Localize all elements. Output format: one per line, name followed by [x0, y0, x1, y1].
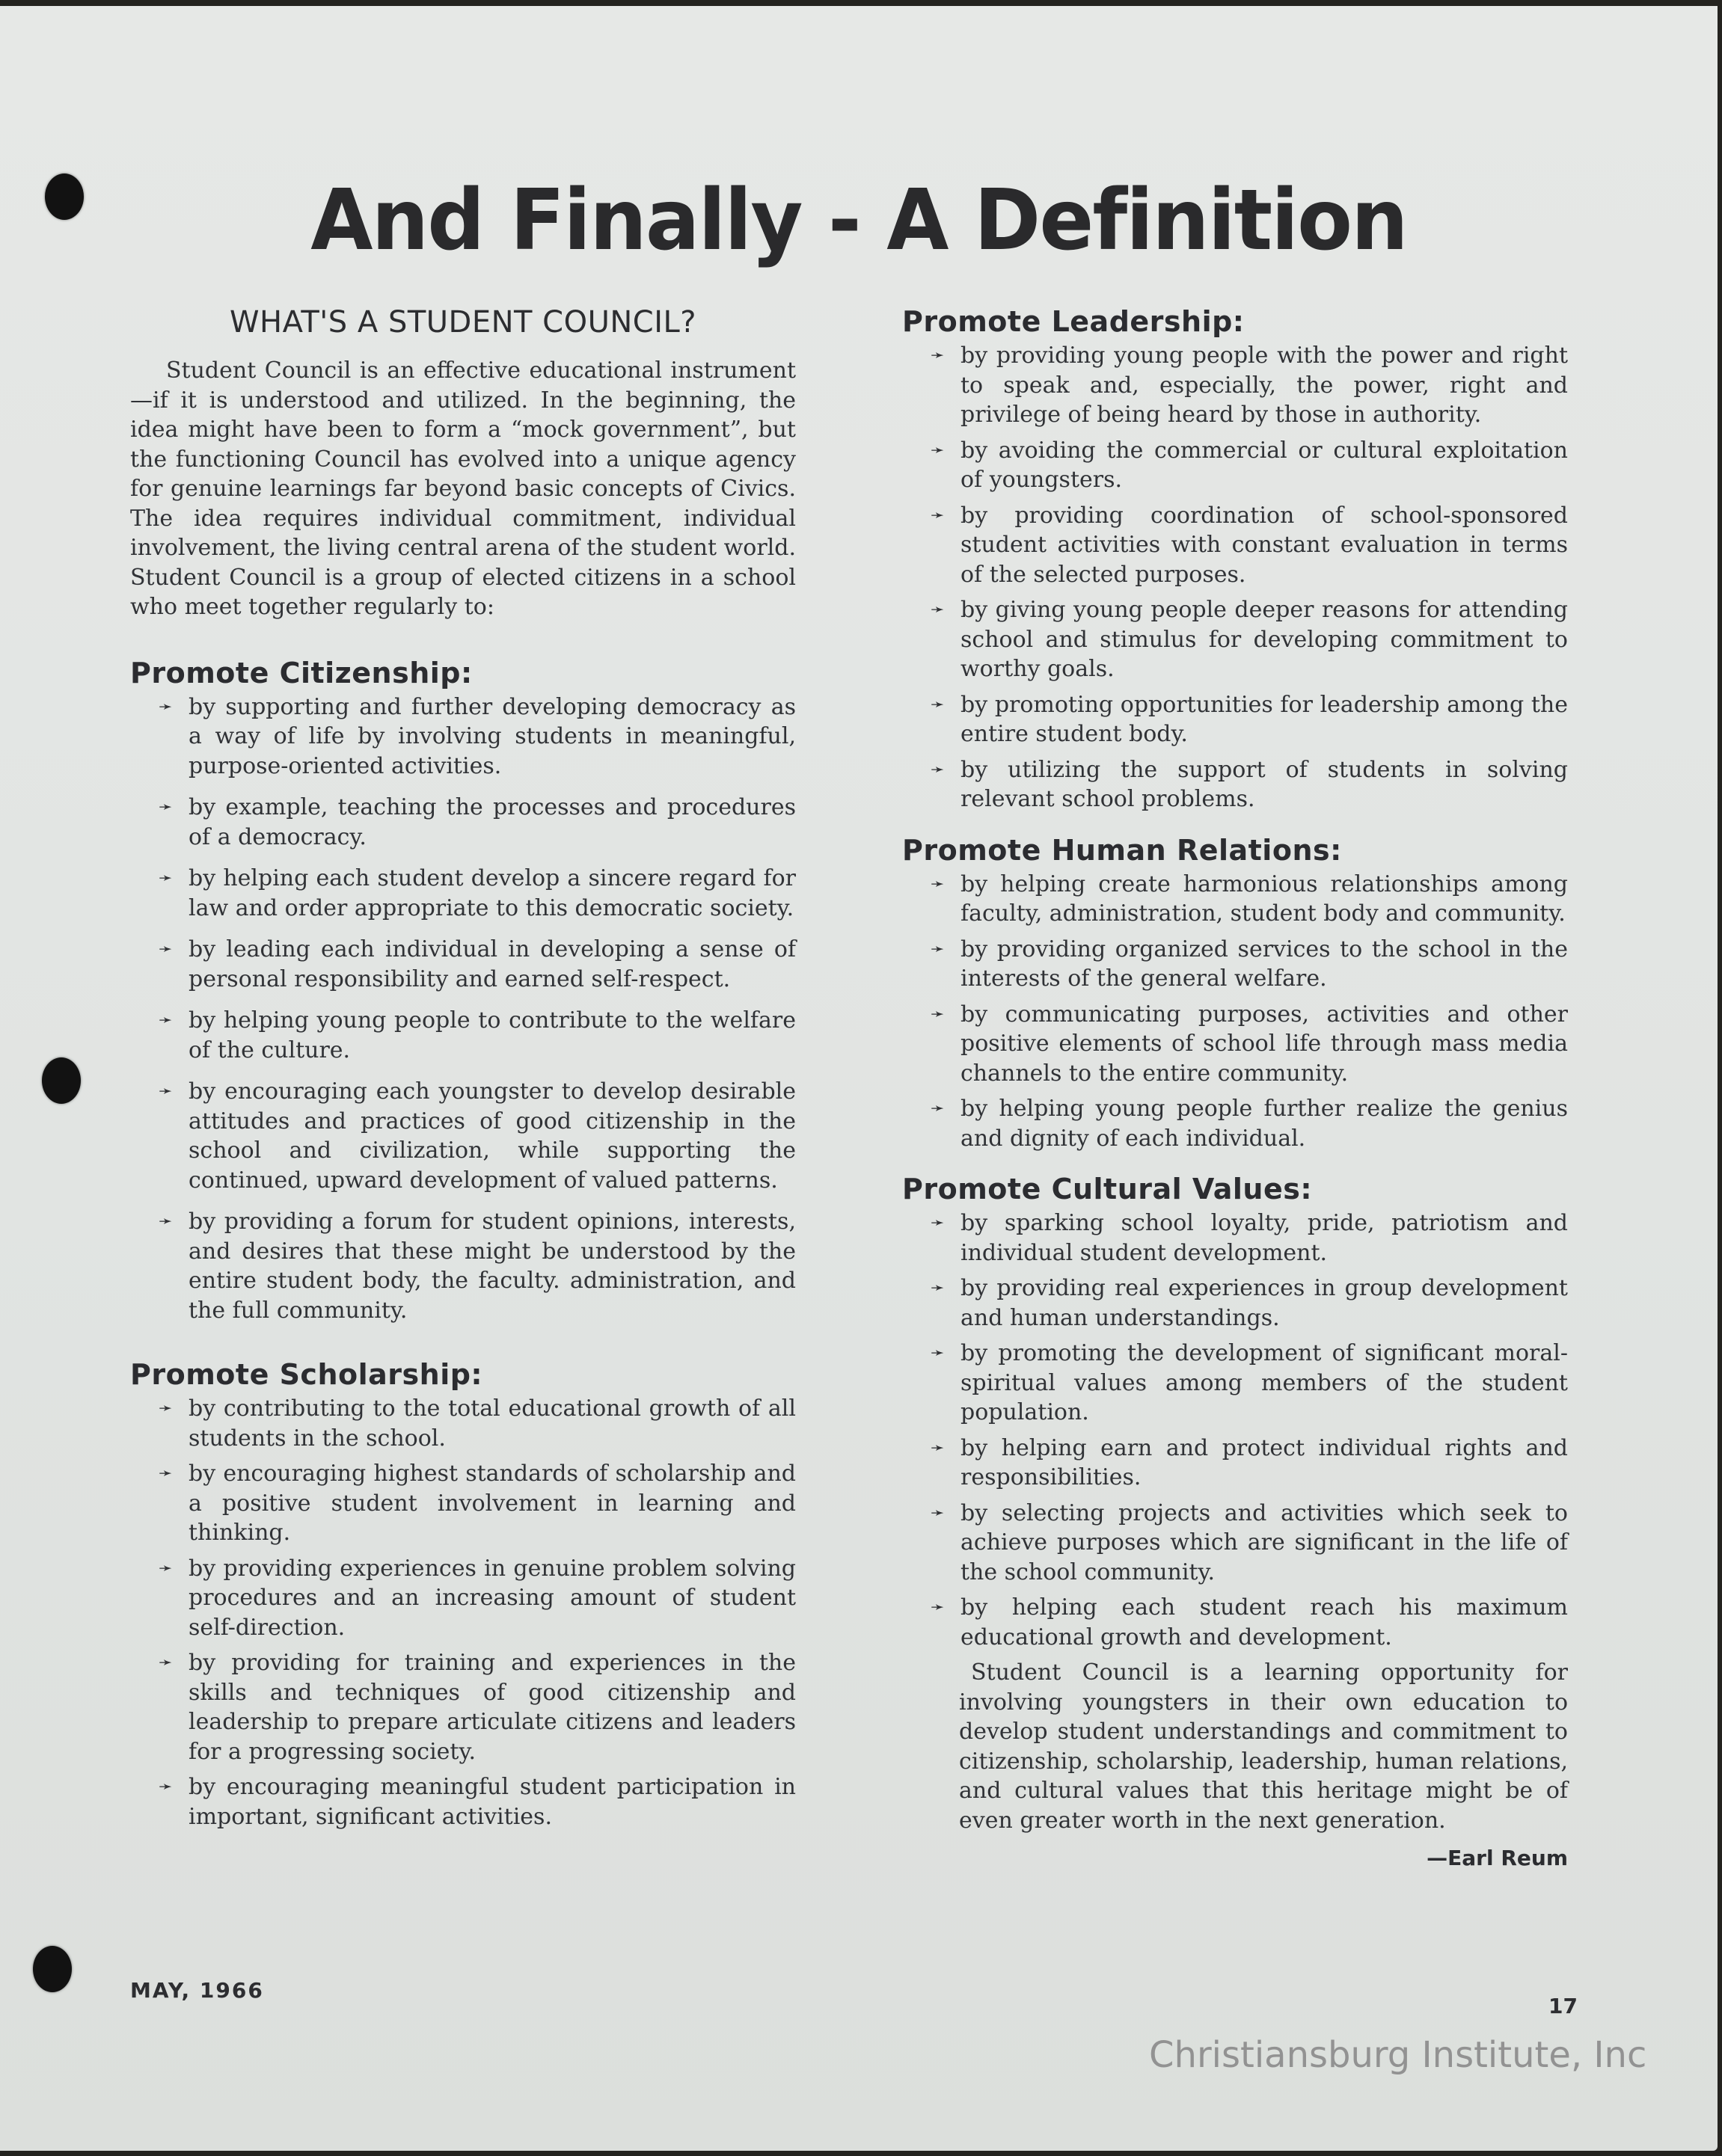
right-column [902, 305, 1568, 1870]
arrow-bullet-icon: ➛ [931, 1099, 945, 1118]
list-item: ➛ by contributing to the total educational growth of all students in the school. [159, 1395, 796, 1452]
list-item: ➛ by providing real experiences in group development and human understandings. [931, 1275, 1568, 1331]
arrow-bullet-icon: ➛ [159, 1653, 173, 1672]
arrow-bullet-icon: ➛ [931, 1438, 945, 1458]
list-item: ➛ by providing a forum for student opinions, interests, and desires that these might be understood by the entire student body, the faculty. administration, and the full community. [159, 1208, 796, 1324]
arrow-bullet-icon: ➛ [931, 695, 945, 714]
arrow-bullet-icon: ➛ [159, 1464, 173, 1483]
list-item: ➛ by communicating purposes, activities and other positive elements of school life through mass media channels to the entire community. [931, 1001, 1568, 1087]
arrow-bullet-icon: ➛ [159, 1778, 173, 1796]
arrow-bullet-icon: ➛ [159, 1011, 173, 1030]
heading-promote-leadership: Promote Leadership: [902, 305, 1245, 338]
list-item: ➛ by helping create harmonious relationships among faculty, administration, student body and community. [931, 870, 1568, 927]
arrow-bullet-icon: ➛ [159, 940, 173, 959]
list-item: ➛ by encouraging each youngster to develop desirable attitudes and practices of good citizenship in the school and civilization, while supporting the continued, upward development of valued patterns. [159, 1078, 796, 1194]
heading-promote-citizenship: Promote Citizenship: [130, 656, 473, 690]
list-item: ➛ by promoting the development of significant moral-spiritual values among members of the student population. [931, 1340, 1568, 1425]
page-title: And Finally - A Definition [310, 172, 1407, 269]
arrow-bullet-icon: ➛ [931, 939, 945, 959]
list-item: ➛ by encouraging meaningful student participation in important, significant activities. [159, 1774, 796, 1830]
scholarship-list [130, 1394, 796, 1831]
list-item: ➛ by helping young people to contribute to the welfare of the culture. [159, 1007, 796, 1063]
arrow-bullet-icon: ➛ [931, 1598, 945, 1617]
list-item: ➛ by helping young people further realize the genius and dignity of each individual. [931, 1096, 1568, 1152]
list-item: ➛ by helping each student reach his maximum educational growth and development. [931, 1594, 1568, 1650]
leadership-list [902, 341, 1568, 814]
punch-hole-bottom [33, 1946, 72, 1992]
heading-promote-cultural-values: Promote Cultural Values: [902, 1173, 1313, 1206]
arrow-bullet-icon: ➛ [159, 869, 173, 888]
arrow-bullet-icon: ➛ [159, 798, 173, 817]
list-item: ➛ by providing experiences in genuine problem solving procedures and an increasing amount of student self-direction. [159, 1555, 796, 1641]
arrow-bullet-icon: ➛ [159, 1082, 173, 1101]
list-item: ➛ by avoiding the commercial or cultural exploitation of youngsters. [931, 437, 1568, 493]
arrow-bullet-icon: ➛ [931, 1503, 945, 1523]
list-item: ➛ by promoting opportunities for leadership among the entire student body. [931, 691, 1568, 747]
list-item: ➛ by selecting projects and activities which seek to achieve purposes which are significant in the life of the school community. [931, 1499, 1568, 1585]
heading-promote-human-relations: Promote Human Relations: [902, 833, 1342, 867]
citizenship-list [130, 692, 796, 1326]
issue-date: MAY, 1966 [130, 1978, 264, 2003]
arrow-bullet-icon: ➛ [931, 874, 945, 894]
arrow-bullet-icon: ➛ [931, 601, 945, 619]
section-heading-student-council: WHAT'S A STUDENT COUNCIL? [229, 305, 697, 340]
list-item: ➛ by providing young people with the power and right to speak and, especially, the power, right and privilege of being heard by those in authority. [931, 343, 1568, 428]
arrow-bullet-icon: ➛ [931, 1344, 945, 1363]
arrow-bullet-icon: ➛ [159, 1558, 173, 1578]
list-item: ➛ by providing for training and experiences in the skills and techniques of good citizenship and leadership to prepare articulate citizens and leaders for a progressing society. [159, 1650, 796, 1765]
page-number: 17 [1548, 1994, 1578, 2018]
arrow-bullet-icon: ➛ [931, 1214, 945, 1232]
list-item: ➛ by leading each individual in developing a sense of personal responsibility and earned self-respect. [159, 936, 796, 992]
list-item: ➛ by encouraging highest standards of scholarship and a positive student involvement in learning and thinking. [159, 1461, 796, 1546]
arrow-bullet-icon: ➛ [159, 697, 173, 716]
arrow-bullet-icon: ➛ [931, 760, 945, 779]
arrow-bullet-icon: ➛ [931, 1004, 945, 1024]
list-item: ➛ by utilizing the support of students in solving relevant school problems. [931, 756, 1568, 812]
arrow-bullet-icon: ➛ [931, 506, 945, 525]
closing-paragraph: Student Council is a learning opportunity for involving youngsters in their own education to develop student understandings and commitment to citizenship, scholarship, leadership, human relations, and cultural values that this heritage might be of even greater worth in the next generation. [959, 1659, 1568, 1834]
left-column [130, 305, 796, 1837]
cultural-values-list [902, 1208, 1568, 1652]
heading-promote-scholarship: Promote Scholarship: [130, 1358, 483, 1391]
intro-paragraph: Student Council is an effective educational instrument—if it is understood and utilized. In the beginning, the idea might have been to form a “mock government”, but the functioning Council has evolved into a unique agency for genuine learnings far beyond basic concepts of Civics. The idea requires individual commitment, individual involvement, the living central arena of the student world. Student Council is a group of elected citizens in a school who meet together regularly to: [130, 357, 796, 620]
list-item: ➛ by helping earn and protect individual rights and responsibilities. [931, 1434, 1568, 1490]
list-item: ➛ by example, teaching the processes and procedures of a democracy. [159, 794, 796, 850]
list-item: ➛ by helping each student develop a sincere regard for law and order appropriate to this democratic society. [159, 865, 796, 921]
watermark-text: Christiansburg Institute, Inc [1149, 2034, 1647, 2076]
punch-hole-middle [42, 1057, 81, 1104]
list-item: ➛ by supporting and further developing democracy as a way of life by involving students in meaningful, purpose-oriented activities. [159, 693, 796, 779]
arrow-bullet-icon: ➛ [931, 346, 945, 365]
arrow-bullet-icon: ➛ [159, 1399, 173, 1418]
magazine-page [0, 6, 1718, 2151]
list-item: ➛ by providing coordination of school-sponsored student activities with constant evaluation in terms of the selected purposes. [931, 502, 1568, 588]
list-item: ➛ by providing organized services to the school in the interests of the general welfare. [931, 936, 1568, 992]
arrow-bullet-icon: ➛ [931, 440, 945, 460]
arrow-bullet-icon: ➛ [159, 1212, 173, 1231]
human-relations-list [902, 870, 1568, 1154]
list-item: ➛ by sparking school loyalty, pride, patriotism and individual student development. [931, 1210, 1568, 1266]
arrow-bullet-icon: ➛ [931, 1279, 945, 1297]
list-item: ➛ by giving young people deeper reasons for attending school and stimulus for developing commitment to worthy goals. [931, 597, 1568, 682]
author-signature: —Earl Reum [1427, 1846, 1568, 1870]
